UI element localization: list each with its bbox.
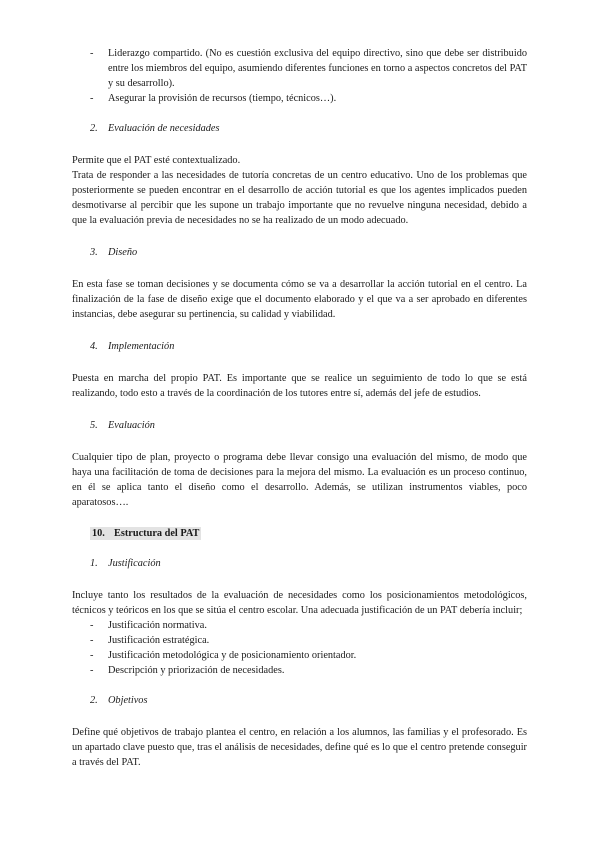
bullet-text: Justificación metodológica y de posicionamiento orientador. [108, 650, 357, 661]
heading-text: Estructura del PAT [114, 528, 200, 539]
heading-text: Implementación [108, 341, 175, 352]
page-content [72, 46, 527, 770]
heading-text: Evaluación [108, 420, 155, 431]
bullet-dash: - [90, 665, 94, 676]
bullet-text: Justificación estratégica. [108, 635, 210, 646]
heading-number: 4. [90, 341, 98, 352]
bullet-dash: - [90, 650, 94, 661]
list-item [72, 663, 527, 678]
list-item [72, 91, 527, 106]
heading-justificacion [72, 556, 527, 571]
heading-text: Evaluación de necesidades [108, 123, 220, 134]
bullet-text: Justificación normativa. [108, 620, 207, 631]
heading-number: 2. [90, 123, 98, 134]
paragraph: Cualquier tipo de plan, proyecto o programa debe llevar consigo una evaluación del mismo, de modo que haya una facilitación de toma de decisiones para la mejora del mismo. La evaluación es un proceso continuo, en él se aplica tanto el diseño como el desarrollo. Además, se utilizan instrumentos viables, poco aparatosos…. [72, 452, 527, 508]
bullet-dash: - [90, 635, 94, 646]
heading-text: Diseño [108, 247, 138, 258]
list-item [72, 648, 527, 663]
heading-text: Justificación [108, 558, 161, 569]
bullet-dash: - [90, 620, 94, 631]
bullet-text: Liderazgo compartido. (No es cuestión exclusiva del equipo directivo, sino que debe ser distribuido entre los miembros del equipo, asumiendo diferentes funciones en torno a aspectos concretos del PAT y su desarrollo). [108, 48, 527, 89]
heading-implementacion [72, 339, 527, 354]
paragraph: En esta fase se toman decisiones y se documenta cómo se va a desarrollar la acción tutorial en el centro. La finalización de la fase de diseño exige que el documento elaborado y el que va a ser aprobado en diferentes instancias, debe asegurar su pertinencia, su calidad y viabilidad. [72, 279, 527, 320]
heading-number: 3. [90, 247, 98, 258]
heading-number: 5. [90, 420, 98, 431]
paragraph: Trata de responder a las necesidades de tutoría concretas de un centro educativo. Uno de los problemas que posteriormente se pueden encontrar en el desarrollo de acción tutorial es que los agentes implicados pueden desmotivarse al percibir que les supone un trabajo importante que no revuelve ninguna necesidad, debido a que la evaluación previa de necesidades no se ha realizado de un modo adecuado. [72, 170, 527, 226]
paragraph: Permite que el PAT esté contextualizado. [72, 155, 241, 166]
paragraph: Puesta en marcha del propio PAT. Es importante que se realice un seguimiento de todo lo que se está realizando, todo esto a través de la coordinación de los tutores entre sí, además del jefe de estudios. [72, 373, 527, 399]
section-heading-estructura [72, 526, 527, 541]
heading-objetivos [72, 693, 527, 708]
list-item [72, 618, 527, 633]
heading-number: 1. [90, 558, 98, 569]
paragraph: Define qué objetivos de trabajo plantea el centro, en relación a los alumnos, las familias y el profesorado. Es un apartado clave puesto que, tras el análisis de necesidades, define qué es lo que el centro pretende conseguir a través del PAT. [72, 727, 527, 768]
paragraph: Incluye tanto los resultados de la evaluación de necesidades como los posicionamientos metodológicos, técnicos y teóricos en los que se sitúa el centro escolar. Una adecuada justificación de un PAT debería incluir; [72, 590, 527, 616]
heading-diseno [72, 245, 527, 260]
heading-number: 2. [90, 695, 98, 706]
bullet-text: Asegurar la provisión de recursos (tiempo, técnicos…). [108, 93, 337, 104]
heading-evaluacion-necesidades [72, 121, 527, 136]
bullet-dash: - [90, 93, 94, 104]
bullet-text: Descripción y priorización de necesidades. [108, 665, 285, 676]
list-item [72, 46, 527, 91]
bullet-dash: - [90, 48, 94, 59]
section-heading-highlight [90, 527, 201, 540]
list-item [72, 633, 527, 648]
heading-number: 10. [92, 528, 105, 539]
heading-text: Objetivos [108, 695, 148, 706]
heading-evaluacion [72, 418, 527, 433]
